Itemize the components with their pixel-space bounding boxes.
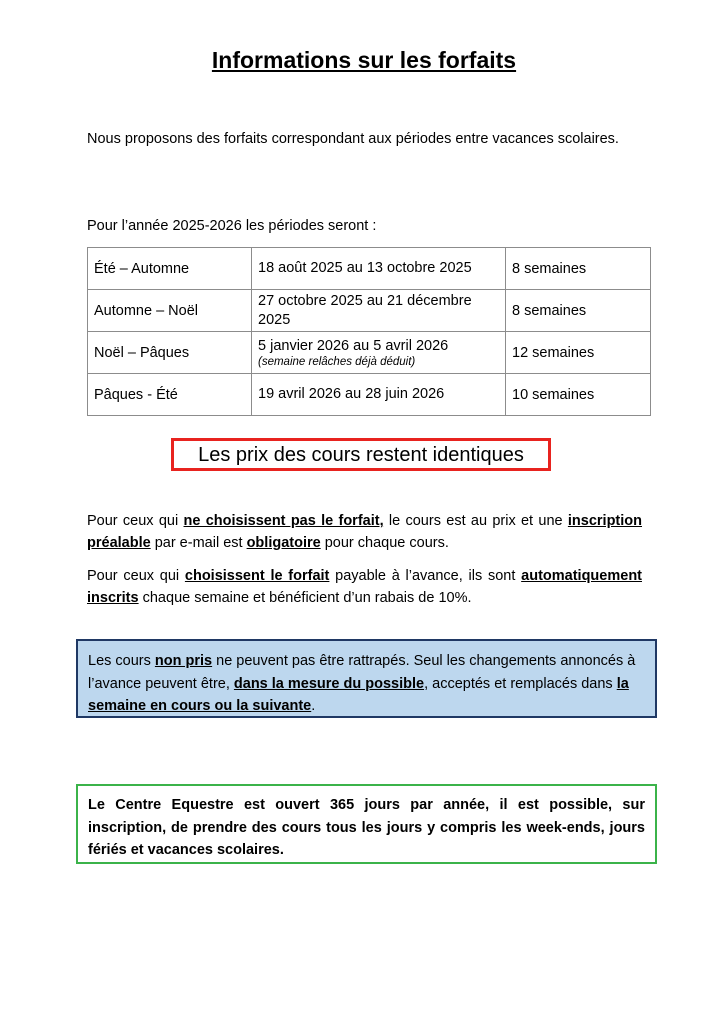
text-span: ne peuvent pas être rattrapés. Seul les changements annoncés à l’avance peuvent être, — [88, 653, 636, 692]
table-row — [88, 374, 651, 416]
period-duration: 8 semaines — [506, 248, 651, 290]
emphasis-span: dans la mesure du possible — [233, 675, 425, 692]
text-span: Pour ceux qui — [87, 513, 184, 529]
periods-table — [87, 247, 651, 416]
period-dates-text: 27 octobre 2025 au 21 décembre 2025 — [258, 292, 472, 328]
period-dates — [252, 374, 506, 416]
text-span: le cours est au prix et une — [383, 513, 568, 529]
text-span: chaque semaine et bénéficient d’un rabais de 10%. — [138, 590, 472, 606]
period-dates-text: 18 août 2025 au 13 octobre 2025 — [258, 260, 472, 276]
period-name: Pâques - Été — [88, 374, 252, 416]
text-span: par e-mail est — [150, 535, 247, 551]
table-row — [88, 290, 651, 332]
text-span: , acceptés et remplacés dans — [424, 675, 617, 692]
emphasis-span: choisissent le forfait — [184, 568, 330, 584]
emphasis-span: automatiquement inscrits — [87, 568, 642, 606]
period-duration: 12 semaines — [506, 332, 651, 374]
intro-paragraph: Nous proposons des forfaits correspondant aux périodes entre vacances scolaires. — [87, 131, 619, 147]
period-dates — [252, 332, 506, 374]
period-name: Noël – Pâques — [88, 332, 252, 374]
period-duration: 8 semaines — [506, 290, 651, 332]
table-row — [88, 332, 651, 374]
text-span: . — [311, 698, 316, 714]
period-duration: 10 semaines — [506, 374, 651, 416]
emphasis-span: la semaine en cours ou la suivante — [88, 675, 629, 714]
period-name: Été – Automne — [88, 248, 252, 290]
text-span: Pour ceux qui — [87, 568, 185, 584]
period-name: Automne – Noël — [88, 290, 252, 332]
page-title: Informations sur les forfaits — [211, 47, 517, 73]
makeup-policy-box — [76, 639, 657, 718]
period-dates — [252, 290, 506, 332]
price-notice-box: Les prix des cours restent identiques — [171, 438, 551, 471]
forfait-paragraph — [87, 565, 642, 609]
period-dates — [252, 248, 506, 290]
text-span: payable à l’avance, ils sont — [329, 568, 522, 584]
period-dates-text: 19 avril 2026 au 28 juin 2026 — [258, 386, 445, 402]
period-note: (semaine relâches déjà déduit) — [258, 355, 416, 368]
emphasis-span: non pris — [154, 653, 213, 669]
emphasis-span: inscription préalable — [87, 513, 643, 551]
text-span: pour chaque cours. — [320, 535, 449, 551]
opening-info-box: Le Centre Equestre est ouvert 365 jours par année, il est possible, sur inscription, de prendre des cours tous les jours y compris les week-ends, jours fériés et vacances scolaires. — [76, 784, 657, 864]
emphasis-span: obligatoire — [246, 535, 321, 551]
period-dates-text: 5 janvier 2026 au 5 avril 2026 — [258, 337, 449, 354]
no-forfait-paragraph — [87, 510, 642, 554]
emphasis-span: ne choisissent pas le forfait, — [183, 513, 384, 529]
year-line: Pour l’année 2025-2026 les périodes seront : — [87, 218, 377, 234]
text-span: Les cours — [88, 653, 155, 669]
table-row — [88, 248, 651, 290]
